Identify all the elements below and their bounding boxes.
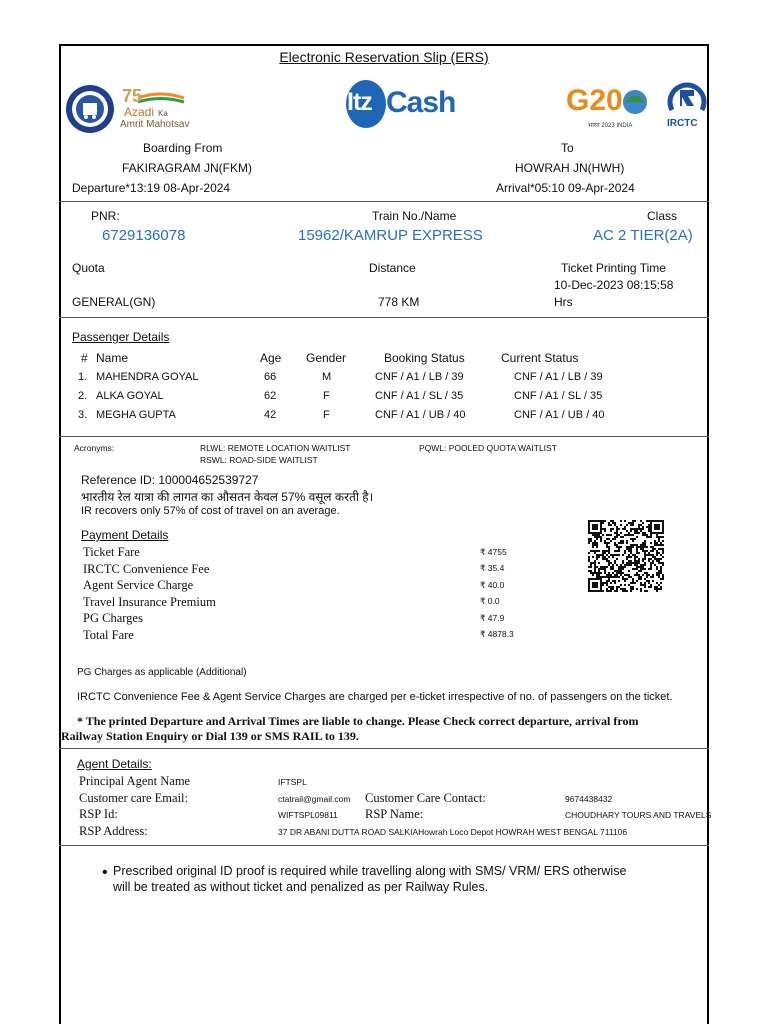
payment-label: Total Fare (83, 628, 134, 642)
irctc-logo: IRCTC (664, 78, 710, 132)
col-gender: Gender (306, 351, 347, 365)
instruction-line-1: Prescribed original ID proof is required while travelling along with SMS/ VRM/ ERS otherwise (113, 864, 627, 878)
customer-care-contact-label: Customer Care Contact: (365, 791, 486, 805)
train-value: 15962/KAMRUP EXPRESS (298, 227, 483, 244)
quota-label: Quota (72, 261, 105, 275)
payment-label: PG Charges (83, 611, 143, 625)
divider (59, 317, 709, 318)
class-value: AC 2 TIER(2A) (593, 227, 693, 244)
print-time-unit: Hrs (554, 295, 573, 309)
payment-details-heading: Payment Details (81, 528, 169, 542)
g20-logo: G20 भारत 2023 INDIA (566, 84, 656, 132)
instruction-line-2: will be treated as without ticket and penalized as per Railway Rules. (113, 880, 489, 894)
divider (59, 436, 709, 437)
rsp-id-label: RSP Id: (79, 807, 118, 821)
divider (59, 201, 709, 202)
rsp-name-label: RSP Name: (365, 807, 424, 821)
acronyms-label: Acronyms: (74, 443, 115, 453)
reference-id: Reference ID: 100004652539727 (81, 473, 259, 487)
payment-label: Ticket Fare (83, 545, 140, 559)
boarding-from-label: Boarding From (143, 141, 223, 155)
payment-label: Agent Service Charge (83, 578, 194, 592)
principal-agent-label: Principal Agent Name (79, 774, 191, 788)
pnr-label: PNR: (91, 209, 120, 223)
payment-value: ₹ 40.0 (480, 580, 505, 590)
col-booking-status: Booking Status (384, 351, 465, 365)
rsp-name-value: CHOUDHARY TOURS AND TRAVELS (565, 810, 712, 820)
train-label: Train No./Name (372, 209, 457, 223)
col-number: # (81, 351, 88, 365)
payment-value: ₹ 0.0 (480, 596, 500, 606)
customer-care-email-value: ctatrail@gmail.com (278, 794, 351, 804)
payment-label: IRCTC Convenience Fee (83, 562, 210, 576)
pnr-value: 6729136078 (102, 227, 186, 244)
indian-railways-emblem (64, 83, 116, 135)
agent-details-heading: Agent Details: (77, 757, 152, 771)
bullet-icon: • (102, 864, 108, 881)
reference-english-note: IR recovers only 57% of cost of travel on an average. (81, 505, 340, 517)
itzcash-logo: Itz Cash (344, 78, 446, 130)
principal-agent-value: IFTSPL (278, 777, 307, 787)
arrival-time: Arrival*05:10 09-Apr-2024 (496, 181, 635, 195)
payment-label: Travel Insurance Premium (83, 595, 216, 609)
quota-value: GENERAL(GN) (72, 295, 156, 309)
col-current-status: Current Status (501, 351, 579, 365)
qr-code (588, 520, 664, 592)
page-title: Electronic Reservation Slip (ERS) (279, 49, 489, 65)
rsp-address-label: RSP Address: (79, 824, 148, 838)
acronym-rlwl: RLWL: REMOTE LOCATION WAITLIST (200, 443, 351, 453)
print-time-label: Ticket Printing Time (561, 261, 666, 275)
print-time-value: 10-Dec-2023 08:15:58 (554, 278, 674, 292)
to-station: HOWRAH JN(HWH) (515, 161, 625, 175)
customer-care-contact-value: 9674438432 (565, 794, 613, 804)
distance-value: 778 KM (378, 295, 420, 309)
departure-time: Departure*13:19 08-Apr-2024 (72, 181, 231, 195)
from-station: FAKIRAGRAM JN(FKM) (122, 161, 253, 175)
divider (59, 748, 709, 749)
payment-value: ₹ 47.9 (480, 613, 505, 623)
pg-charges-note: PG Charges as applicable (Additional) (77, 667, 247, 678)
rsp-address-value: 37 DR ABANI DUTTA ROAD SALKIAHowrah Loco Depot HOWRAH WEST BENGAL 711106 (278, 827, 628, 837)
distance-label: Distance (369, 261, 416, 275)
acronym-rswl: RSWL: ROAD-SIDE WAITLIST (200, 455, 318, 465)
reference-hindi-note: भारतीय रेल यात्रा की लागत का औसतन केवल 57% वसूल करती है। (81, 490, 374, 504)
divider (59, 845, 709, 846)
payment-value: ₹ 35.4 (480, 563, 505, 573)
times-change-note: * The printed Departure and Arrival Times are liable to change. Please Check correct departure, arrival from (77, 714, 639, 728)
customer-care-email-label: Customer care Email: (79, 791, 188, 805)
col-age: Age (260, 351, 282, 365)
passenger-details-heading: Passenger Details (72, 330, 170, 344)
payment-value: ₹ 4878.3 (480, 629, 514, 639)
payment-value: ₹ 4755 (480, 547, 507, 557)
rsp-id-value: WIFTSPL09811 (278, 810, 338, 820)
convenience-fee-note: IRCTC Convenience Fee & Agent Service Charges are charged per e-ticket irrespective of no. of passengers on the ticket. (77, 691, 673, 703)
azadi-ka-amrit-mahotsav-logo: 75 Azadi Ka Amrit Mahotsav (120, 86, 190, 130)
times-change-note-line2: Railway Station Enquiry or Dial 139 or SMS RAIL to 139. (61, 729, 359, 743)
class-label: Class (647, 209, 678, 223)
to-label: To (561, 141, 574, 155)
acronym-pqwl: PQWL: POOLED QUOTA WAITLIST (419, 443, 557, 453)
col-name: Name (96, 351, 129, 365)
